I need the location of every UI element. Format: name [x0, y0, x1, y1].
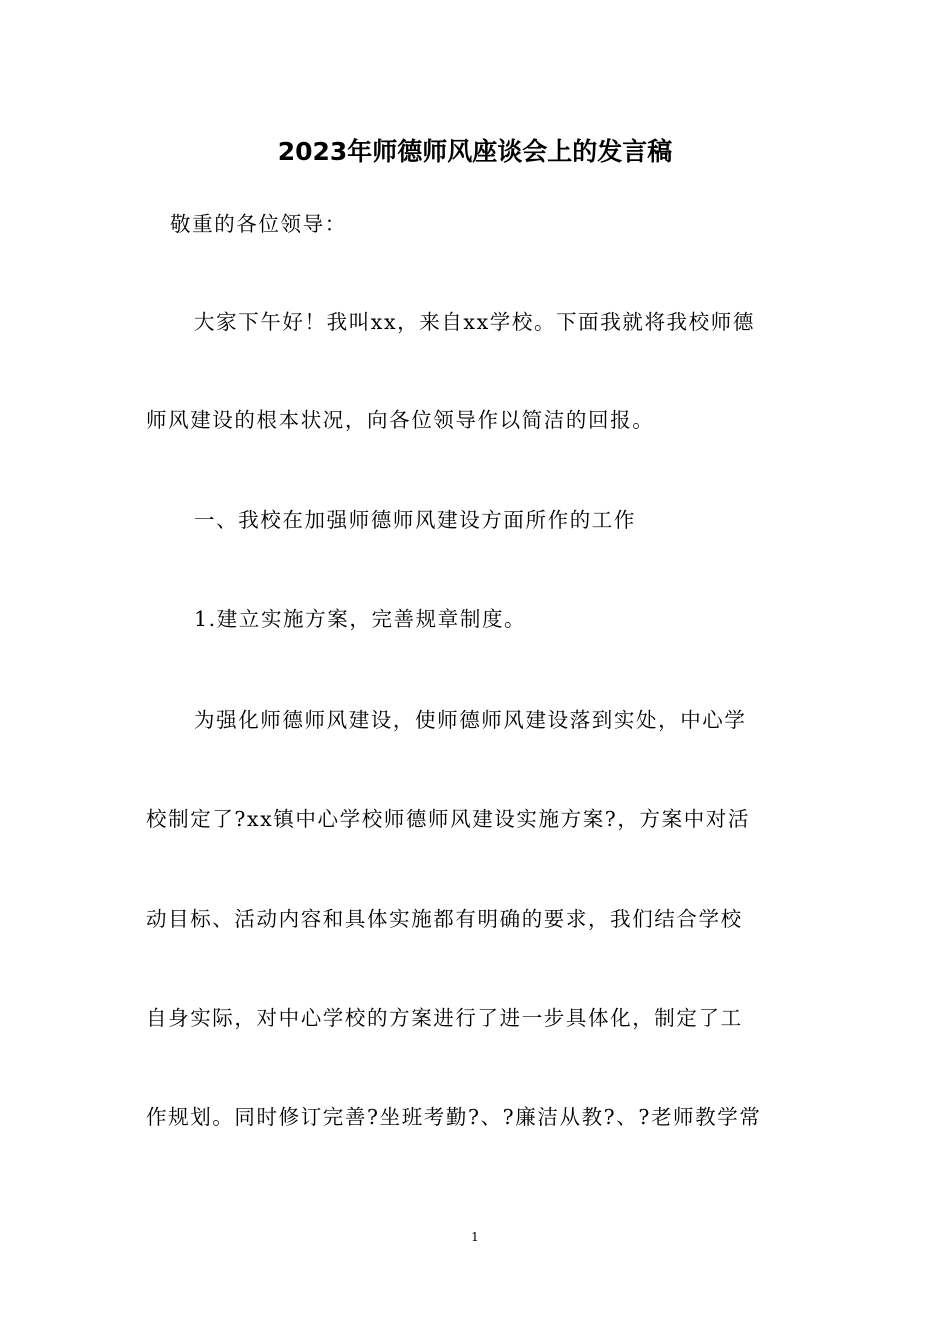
document-title: 2023年师德师风座谈会上的发言稿 [277, 137, 673, 166]
paragraph-line: 校制定了?xx镇中心学校师德师风建设实施方案?，方案中对活 [146, 807, 751, 831]
paragraph-line: 自身实际，对中心学校的方案进行了进一步具体化，制定了工 [146, 1006, 743, 1030]
page-number: 1 [471, 1230, 479, 1244]
paragraph-line: 作规划。同时修订完善?坐班考勤?、?廉洁从教?、?老师教学常 [146, 1105, 762, 1129]
paragraph-line: 动目标、活动内容和具体实施都有明确的要求，我们结合学校 [146, 907, 743, 931]
paragraph-line: 大家下午好！我叫xx，来自xx学校。下面我就将我校师德 [194, 310, 755, 334]
paragraph-line: 为强化师德师风建设，使师德师风建设落到实处，中心学 [194, 708, 747, 732]
section-heading: 一、我校在加强师德师风建设方面所作的工作 [194, 508, 636, 532]
subsection-heading: 1.建立实施方案，完善规章制度。 [194, 607, 527, 631]
salutation-line: 敬重的各位领导： [170, 212, 347, 236]
paragraph-line: 师风建设的根本状况，向各位领导作以简洁的回报。 [146, 408, 655, 432]
